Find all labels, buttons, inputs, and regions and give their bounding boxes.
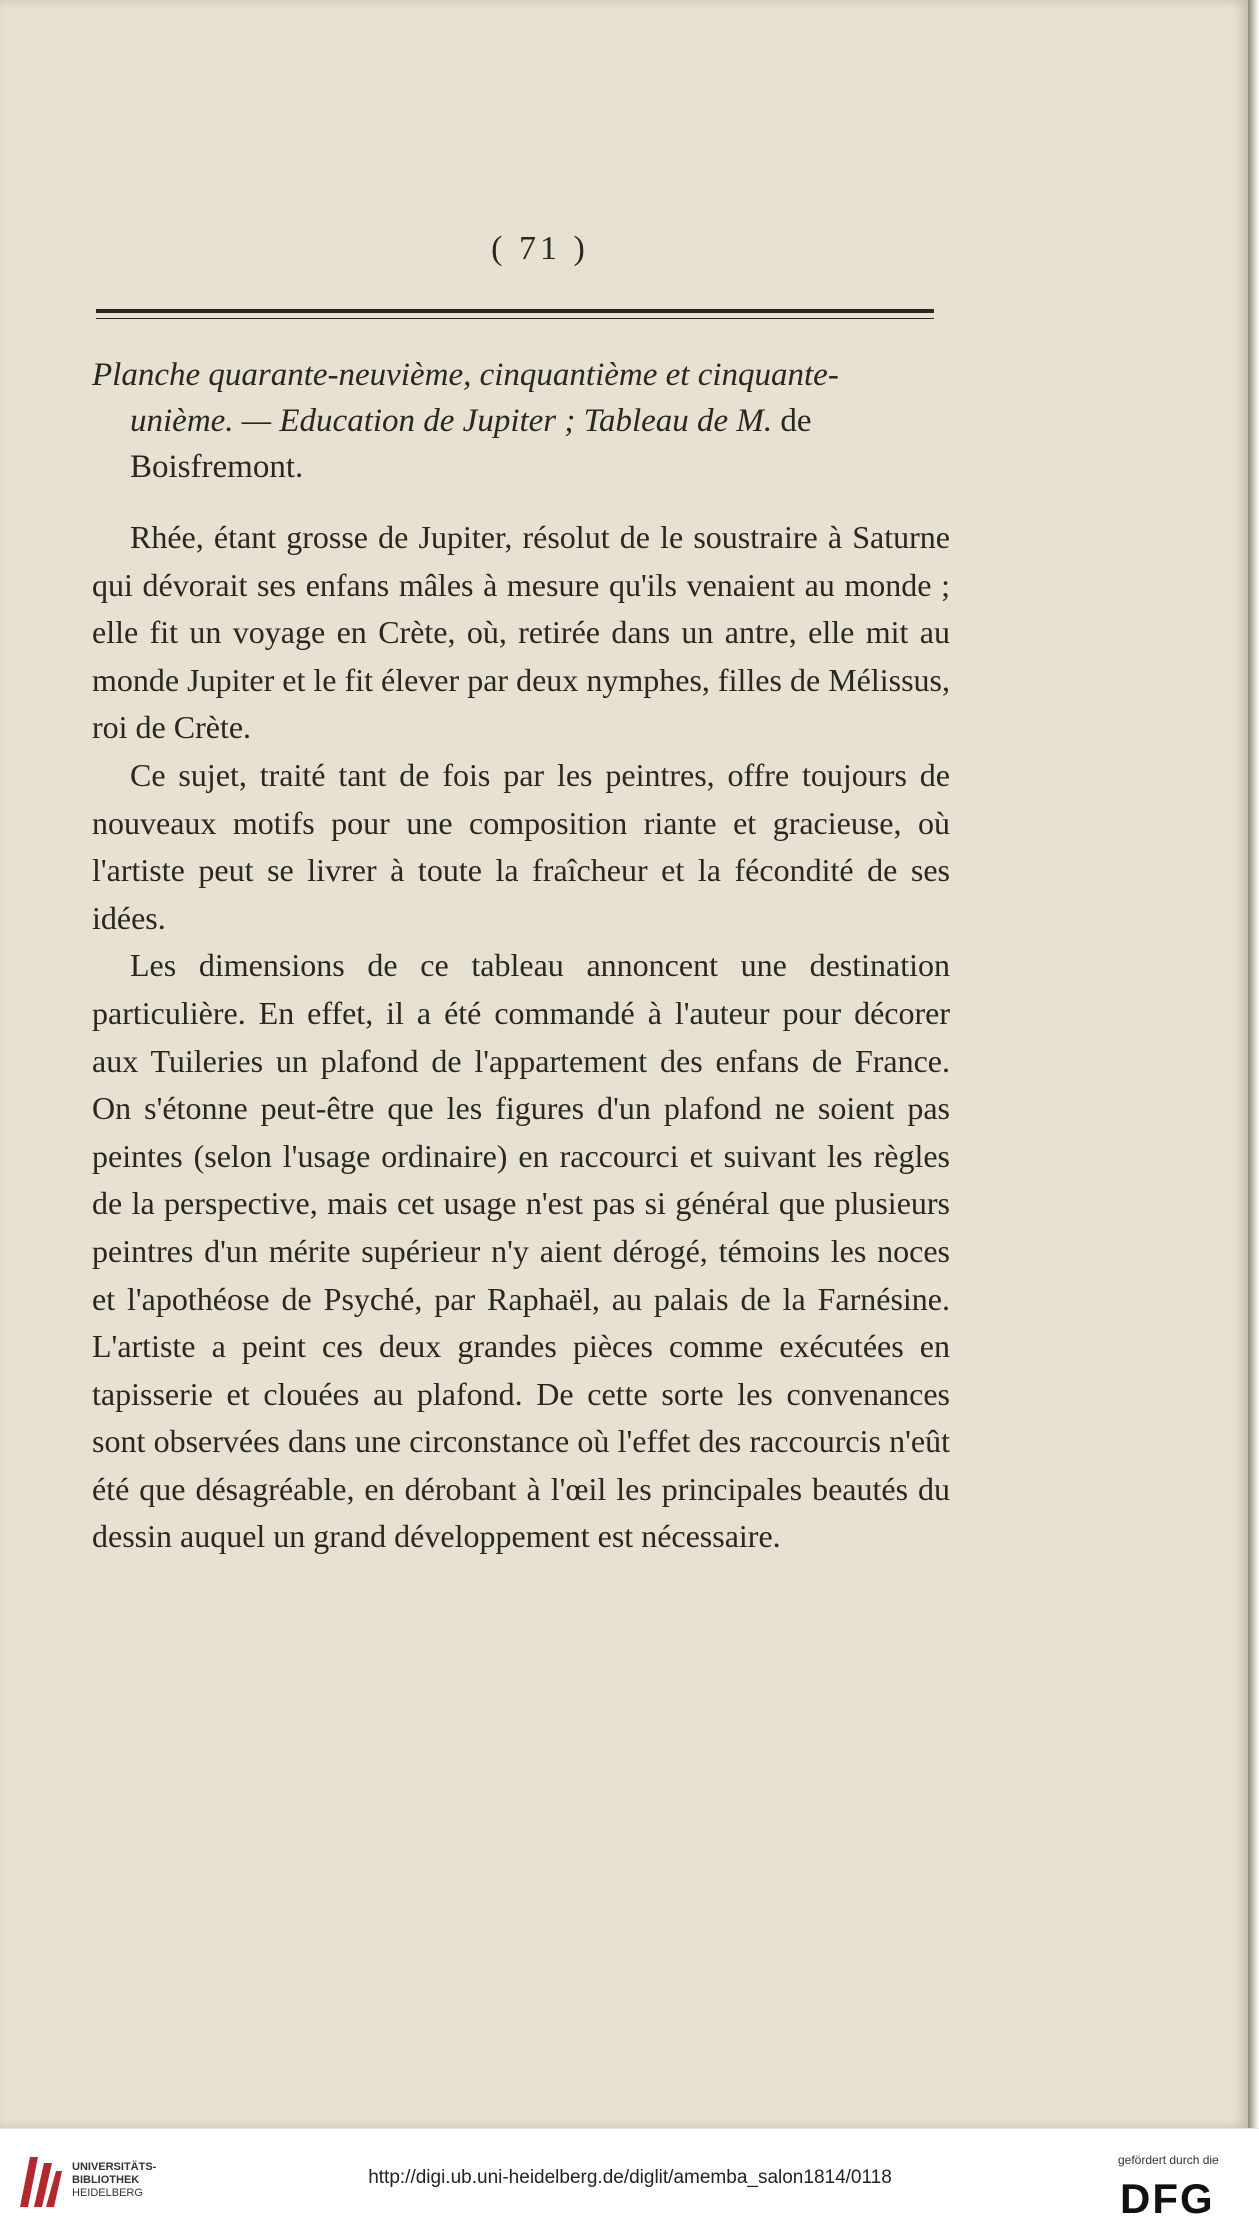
permalink-url[interactable]: http://digi.ub.uni-heidelberg.de/diglit/amemba_salon1814/0118 (368, 2167, 892, 2188)
header-rule-thin (96, 318, 934, 319)
body-text (92, 514, 950, 1561)
paragraph-1: Rhée, étant grosse de Jupiter, résolut de le soustraire à Saturne qui dévorait ses enfans mâles à mesure qu'ils venaient au monde ; elle fit un voyage en Crète, où, retirée dans un antre, elle mit au monde Jupiter et le fit élever par deux nymphes, filles de Mélissus, roi de Crète. (92, 519, 950, 746)
library-line-2: BIBLIOTHEK (72, 2174, 140, 2186)
heading-line-2-upright: de (780, 403, 812, 439)
heading-line-2 (92, 398, 962, 444)
paragraph-2: Ce sujet, traité tant de fois par les peintres, offre toujours de nouveaux motifs pour une composition riante et gracieuse, où l'artiste peut se livrer à toute la fraîcheur et la fécondité de ses idées. (92, 756, 950, 936)
library-name (72, 2161, 156, 2200)
page-edge (1248, 0, 1259, 2128)
heading-line-1: Planche quarante-neuvième, cinquantième et cinquante- (92, 357, 839, 393)
university-library-logo-icon (16, 2149, 64, 2209)
heading-line-2-italic: unième. — Education de Jupiter ; Tableau de M. (130, 403, 773, 439)
header-rule-thick (96, 309, 934, 313)
footer-bar (0, 2128, 1259, 2229)
paragraph-3: Les dimensions de ce tableau annoncent une destination particulière. En effet, il a été commandé à l'auteur pour décorer aux Tuileries un plafond de l'appartement des enfans de France. On s'étonne peut-être que les figures d'un plafond ne soient pas peintes (selon l'usage ordinaire) en raccourci et suivant les règles de la perspective, mais cet usage n'est pas si général que plusieurs peintres d'un mérite supérieur n'y aient dérogé, témoins les noces et l'apothéose de Psyché, par Raphaël, au palais de la Farnésine. L'artiste a peint ces deux grandes pièces comme exécutées en tapisserie et clouées au plafond. De cette sorte les convenances sont observées dans une circonstance où l'effet des raccourcis n'eût été que désagréable, en dérobant à l'œil les principales beautés du dessin auquel un grand développement est nécessaire. (92, 947, 950, 1555)
plate-heading (92, 352, 962, 490)
dfg-logo: DFG (1120, 2175, 1215, 2222)
heading-line-3: Boisfremont. (130, 449, 304, 485)
page-number: ( 71 ) (491, 230, 589, 267)
funding-caption: gefördert durch die (1118, 2153, 1219, 2167)
library-line-3: HEIDELBERG (72, 2187, 143, 2199)
library-line-1: UNIVERSITÄTS- (72, 2161, 157, 2173)
